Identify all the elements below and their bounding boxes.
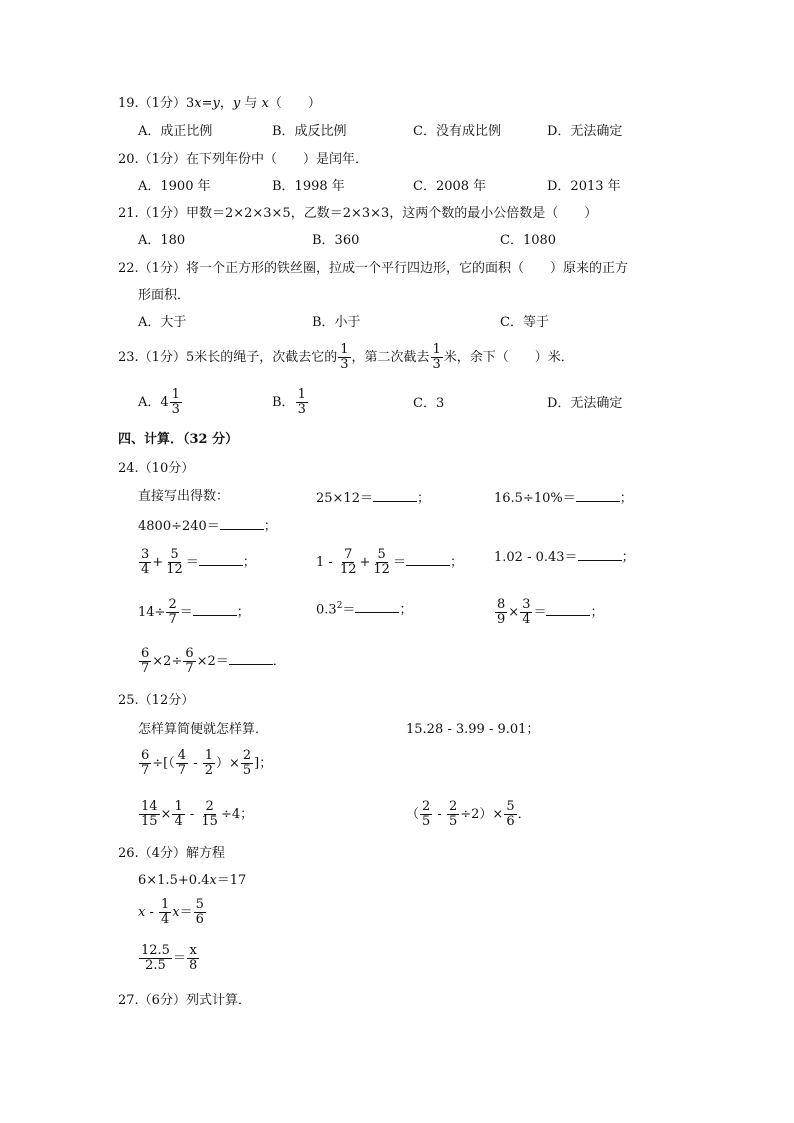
answer-blank[interactable] [229,652,273,665]
q26-equation-1: 6×1.5+0.4x＝17 [138,873,247,888]
q24-intro: 直接写出得数： [138,489,230,504]
q24-expr-4: $\frac{3}{4}$ + $\frac{5}{12}$ ＝ ； [141,547,256,577]
q26-stem: 26.（4分）解方程 [118,846,225,861]
fraction: $\frac{5}{6}$ [506,799,515,829]
q22-option-a: A．大于 [138,315,187,330]
q25-expr-3: $\frac{14}{15}$ × $\frac{1}{4}$ - $\frac{2}{15}$ ÷4； [141,799,254,829]
q24-stem: 24.（10分） [118,461,195,476]
q24-expr-1: 25×12＝ ； [316,491,430,506]
answer-blank[interactable] [220,517,264,530]
q24-expr-6: 1.02 - 0.43＝ ； [494,550,635,565]
answer-blank[interactable] [546,603,590,616]
q25-expr-4: （ $\frac{2}{5}$ - $\frac{2}{5}$ ÷2）× $\frac{5}{6}$ ． [406,799,531,829]
q21-option-b: B．360 [312,233,360,248]
q24-expr-3: 4800÷240＝ ； [138,519,277,534]
q20-option-c: C．2008 年 [413,179,487,194]
q20-option-b: B．1998 年 [272,179,345,194]
fraction: $\frac{1}{4}$ [161,897,170,927]
q22-option-b: B．小于 [312,315,361,330]
q27-stem: 27.（6分）列式计算． [118,993,251,1008]
fraction: $\frac{1}{4}$ [174,799,183,829]
section-heading: 四、计算．（32 分） [118,432,239,447]
answer-blank[interactable] [355,600,399,613]
fraction: $\frac{1}{3}$ [297,387,306,417]
fraction: $\frac{6}{7}$ [141,748,150,778]
fraction: $\frac{1}{3}$ [171,387,180,417]
fraction: $\frac{1}{2}$ [204,748,213,778]
q19-option-c: C．没有成比例 [413,124,501,139]
q23-option-c: C．3 [413,396,445,411]
q24-expr-10: $\frac{6}{7}$ ×2÷ $\frac{6}{7}$ ×2＝ ． [141,646,286,676]
fraction: $\frac{3}{4}$ [141,547,150,577]
fraction: $\frac{5}{6}$ [195,897,204,927]
answer-blank[interactable] [578,548,622,561]
fraction: $\frac{x}{8}$ [188,943,198,973]
fraction: $\frac{7}{12}$ [339,547,357,577]
q22-stem-line2: 形面积． [138,288,191,303]
fraction: $\frac{3}{4}$ [522,597,531,627]
q24-expr-5: 1 - $\frac{7}{12}$ + $\frac{5}{12}$ ＝ ； [316,547,463,577]
fraction: $\frac{2}{5}$ [242,748,252,778]
q25-expr-2: $\frac{6}{7}$ ÷[（ $\frac{4}{7}$ - $\frac{1}{2}$ ）× $\frac{2}{5}$ ]； [141,748,273,778]
fraction: $\frac{1}{3}$ [432,342,441,372]
q19-option-d: D．无法确定 [547,124,623,139]
fraction: $\frac{14}{15}$ [141,799,158,829]
q21-option-a: A．180 [138,233,186,248]
q24-expr-8: $0.3^2=$ ； [316,601,413,618]
answer-blank[interactable] [373,489,417,502]
q20-option-a: A．1900 年 [138,179,211,194]
fraction: $\frac{5}{12}$ [373,547,390,577]
q26-equation-3: $\frac{12.5}{2.5}$ ＝ $\frac{x}{8}$ [141,943,198,973]
q23-stem: 23.（1分）5米长的绳子，次截去它的 $\frac{1}{3}$ ，第二次截去 $\frac{1}{3}$ 米，余下（ ）米． [118,342,574,372]
q19-stem: 19.（1分）3x=y，y 与 x（ ） [118,96,321,111]
fraction: $\frac{1}{3}$ [340,342,349,372]
q19-option-a: A．成正比例 [138,124,213,139]
q23-option-b: B． $\frac{1}{3}$ [272,387,306,417]
q25-expr-1: 15.28 - 3.99 - 9.01； [406,722,540,737]
q22-option-c: C．等于 [500,315,549,330]
q21-option-c: C．1080 [500,233,557,248]
q20-stem: 20.（1分）在下列年份中（ ）是闰年． [118,152,368,167]
fraction: $\frac{2}{5}$ [422,799,431,829]
q20-option-d: D．2013 年 [547,179,621,194]
q25-stem: 25.（12分） [118,693,195,708]
answer-blank[interactable] [199,553,243,566]
fraction: $\frac{4}{7}$ [177,748,187,778]
fraction: $\frac{8}{9}$ [497,597,506,627]
q25-intro: 怎样算简便就怎样算． [138,722,269,737]
fraction: $\frac{2}{15}$ [201,799,218,829]
answer-blank[interactable] [406,553,450,566]
q23-option-a: A．4 $\frac{1}{3}$ [138,387,180,417]
fraction: $\frac{2}{5}$ [448,799,458,829]
q19-option-b: B．成反比例 [272,124,347,139]
q22-stem-line1: 22.（1分）将一个正方形的铁丝圈，拉成一个平行四边形，它的面积（ ）原来的正方 [118,261,628,276]
fraction: $\frac{12.5}{2.5}$ [141,943,170,973]
fraction: $\frac{6}{7}$ [141,646,150,676]
q24-expr-2: 16.5÷10%＝ ； [494,491,633,506]
fraction: $\frac{5}{12}$ [166,547,183,577]
q23-option-d: D．无法确定 [547,396,623,411]
answer-blank[interactable] [576,489,620,502]
q26-equation-2: x - $\frac{1}{4}$ x＝ $\frac{5}{6}$ [138,897,204,927]
q21-stem: 21.（1分）甲数＝2×2×3×5，乙数＝2×3×3，这两个数的最小公倍数是（ ） [118,206,598,221]
fraction: $\frac{2}{7}$ [168,597,177,627]
fraction: $\frac{6}{7}$ [185,646,194,676]
q24-expr-9: $\frac{8}{9}$ × $\frac{3}{4}$ ＝ ； [497,597,604,627]
q24-expr-7: 14÷ $\frac{2}{7}$ ＝ ； [138,597,250,627]
answer-blank[interactable] [193,603,237,616]
